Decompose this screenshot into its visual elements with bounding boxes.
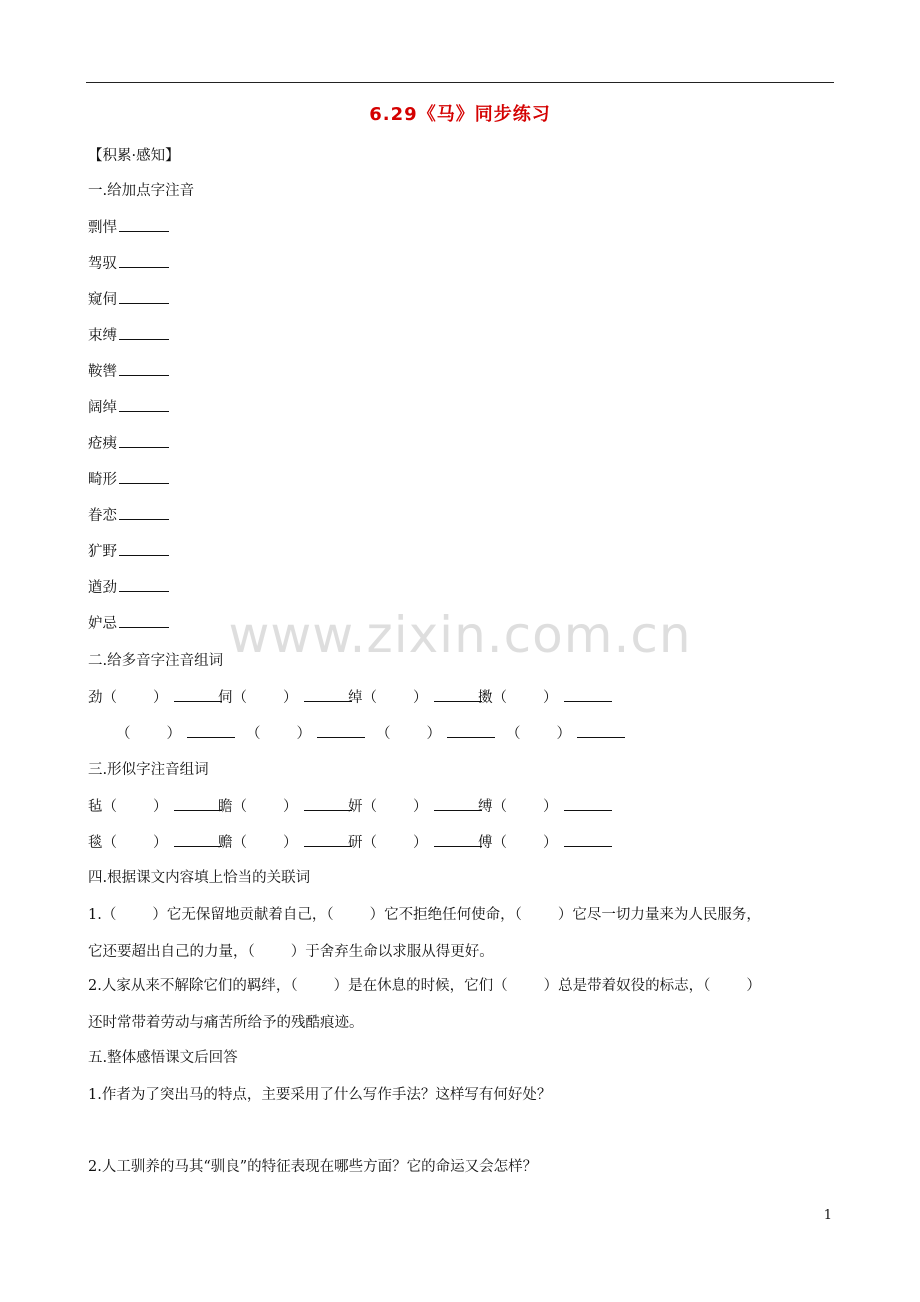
vocab-item: 窥伺 bbox=[88, 289, 169, 310]
answer-blank[interactable] bbox=[119, 505, 169, 520]
char-cell: （ ） bbox=[376, 723, 495, 744]
char-cell: 绰（ ） bbox=[348, 687, 482, 708]
part5-question-1: 1.作者为了突出马的特点，主要采用了什么写作手法？这样写有何好处？ bbox=[88, 1087, 552, 1103]
part2-row-2 bbox=[88, 723, 628, 743]
answer-blank[interactable] bbox=[434, 832, 482, 847]
char-cell: 赡（ ） bbox=[218, 832, 352, 853]
answer-blank[interactable] bbox=[119, 325, 169, 340]
char-cell: （ ） bbox=[246, 723, 365, 744]
answer-blank[interactable] bbox=[174, 796, 222, 811]
answer-blank[interactable] bbox=[119, 397, 169, 412]
answer-blank[interactable] bbox=[564, 687, 612, 702]
answer-blank[interactable] bbox=[119, 577, 169, 592]
char-cell: 擞（ ） bbox=[478, 687, 612, 708]
answer-blank[interactable] bbox=[174, 832, 222, 847]
answer-blank[interactable] bbox=[119, 469, 169, 484]
vocab-item: 犷野 bbox=[88, 541, 169, 562]
answer-blank[interactable] bbox=[317, 723, 365, 738]
answer-blank[interactable] bbox=[564, 796, 612, 811]
vocab-item: 驾驭 bbox=[88, 253, 169, 274]
part1-heading: 一.给加点字注音 bbox=[88, 183, 195, 199]
char-cell: 傅（ ） bbox=[478, 832, 612, 853]
vocab-item: 畸形 bbox=[88, 469, 169, 490]
answer-blank[interactable] bbox=[434, 687, 482, 702]
answer-blank[interactable] bbox=[119, 541, 169, 556]
answer-blank[interactable] bbox=[564, 832, 612, 847]
answer-blank[interactable] bbox=[119, 361, 169, 376]
vocab-item: 剽悍 bbox=[88, 217, 169, 238]
part5-heading: 五.整体感悟课文后回答 bbox=[88, 1050, 238, 1066]
char-cell: （ ） bbox=[506, 723, 625, 744]
vocab-item: 妒忌 bbox=[88, 613, 169, 634]
part2-row-1 bbox=[88, 687, 608, 707]
char-cell: 研（ ） bbox=[348, 832, 482, 853]
answer-blank[interactable] bbox=[119, 253, 169, 268]
vocab-item: 鞍辔 bbox=[88, 361, 169, 382]
answer-blank[interactable] bbox=[119, 217, 169, 232]
answer-blank[interactable] bbox=[174, 687, 222, 702]
char-cell: 毡（ ） bbox=[88, 796, 222, 817]
page-number: 1 bbox=[823, 1208, 832, 1223]
part3-row-1 bbox=[88, 796, 608, 816]
answer-blank[interactable] bbox=[304, 796, 352, 811]
char-cell: 妍（ ） bbox=[348, 796, 482, 817]
answer-blank[interactable] bbox=[119, 289, 169, 304]
watermark: www.zixin.com.cn bbox=[228, 606, 692, 664]
answer-blank[interactable] bbox=[187, 723, 235, 738]
answer-blank[interactable] bbox=[119, 433, 169, 448]
answer-blank[interactable] bbox=[447, 723, 495, 738]
char-cell: 伺（ ） bbox=[218, 687, 352, 708]
part5-question-2: 2.人工驯养的马其“驯良”的特征表现在哪些方面？它的命运又会怎样？ bbox=[88, 1159, 538, 1175]
vocab-item: 阔绰 bbox=[88, 397, 169, 418]
char-cell: 劲（ ） bbox=[88, 687, 222, 708]
vocab-item: 疮痍 bbox=[88, 433, 169, 454]
answer-blank[interactable] bbox=[434, 796, 482, 811]
char-cell: 缚（ ） bbox=[478, 796, 612, 817]
answer-blank[interactable] bbox=[304, 832, 352, 847]
part4-heading: 四.根据课文内容填上恰当的关联词 bbox=[88, 870, 311, 886]
part2-heading: 二.给多音字注音组词 bbox=[88, 653, 224, 669]
part4-question-1: 1.（ ）它无保留地贡献着自己，（ ）它不拒绝任何使命，（ ）它尽一切力量来为人民服务， 它还要超出自己的力量，（ ）于舍弃生命以求服从得更好。 bbox=[88, 907, 761, 960]
part4-question-2: 2.人家从来不解除它们的羁绊，（ ）是在休息的时候，它们（ ）总是带着奴役的标志，（ ） 还时常带着劳动与痛苦所给予的残酷痕迹。 bbox=[88, 978, 761, 1031]
char-cell: （ ） bbox=[116, 723, 235, 744]
answer-blank[interactable] bbox=[304, 687, 352, 702]
section-header: 【积累·感知】 bbox=[88, 148, 180, 164]
answer-blank[interactable] bbox=[577, 723, 625, 738]
vocab-item: 遒劲 bbox=[88, 577, 169, 598]
vocab-item: 束缚 bbox=[88, 325, 169, 346]
vocab-item: 眷恋 bbox=[88, 505, 169, 526]
page-title: 6.29《马》同步练习 bbox=[369, 104, 551, 125]
char-cell: 瞻（ ） bbox=[218, 796, 352, 817]
part3-heading: 三.形似字注音组词 bbox=[88, 762, 209, 778]
char-cell: 毯（ ） bbox=[88, 832, 222, 853]
part3-row-2 bbox=[88, 832, 608, 852]
header-rule bbox=[86, 82, 834, 83]
